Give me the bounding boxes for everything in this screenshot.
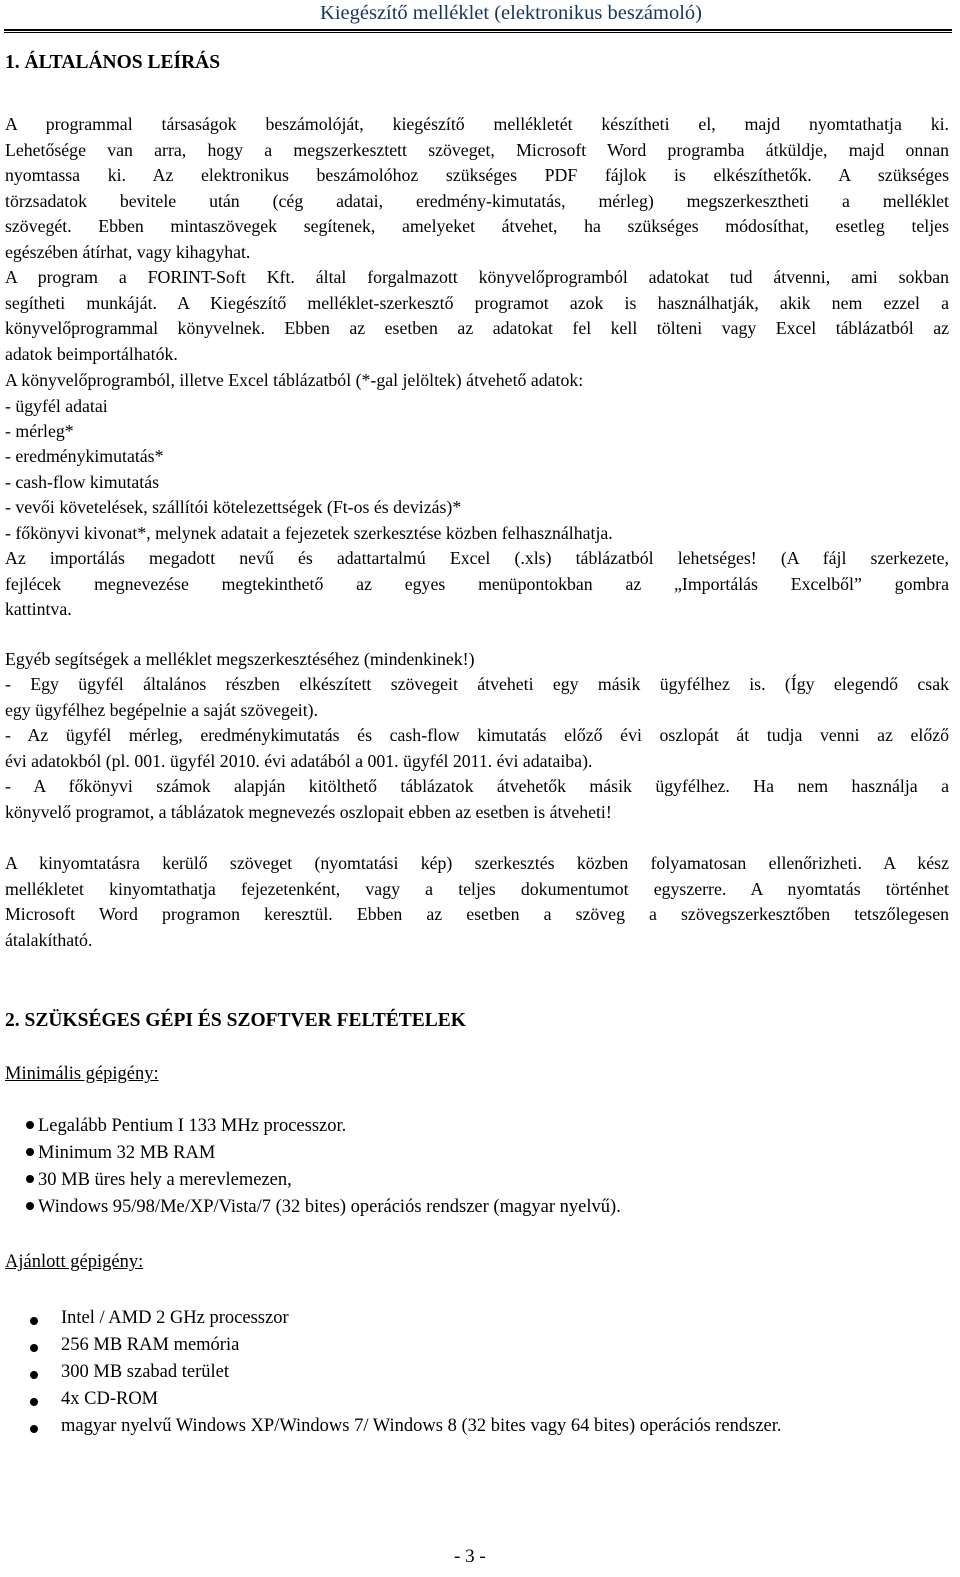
paragraph-line: Lehetősége van arra, hogy a megszerkesztett szöveget, Microsoft Word programba átküldje, majd onnan: [5, 139, 949, 160]
paragraph-line: évi adatokból (pl. 001. ügyfél 2010. évi adatából a 001. ügyfél 2011. évi adataiba).: [5, 750, 593, 771]
paragraph-import: [5, 546, 949, 623]
minimum-requirements-heading: Minimális gépigény:: [5, 1064, 159, 1084]
paragraph-line: egészében átírhat, vagy kihagyhat.: [5, 241, 251, 262]
paragraph-line: adatok beimportálhatók.: [5, 343, 178, 364]
paragraph-line: könyvelő programot, a táblázatok megnevezés oszlopait ebben az esetben is átveheti!: [5, 801, 612, 822]
paragraph-line: - A főkönyvi számok alapján kitölthető táblázatok átvehetők másik ügyfélhez. Ha nem használja a: [5, 776, 949, 796]
paragraph-line: segítheti munkáját. A Kiegészítő melléklet-szerkesztő programot azok is használhatják, akik nem ezzel a: [5, 292, 949, 313]
paragraph-line: kattintva.: [5, 599, 72, 620]
paragraph-line: Microsoft Word programon keresztül. Ebben az esetben a szöveg a szövegszerkesztőben tetszőlegesen: [5, 904, 949, 925]
bullet-icon: [26, 1175, 34, 1183]
list-item: - eredménykimutatás*: [5, 446, 164, 466]
list-item: - ügyfél adatai: [5, 396, 108, 416]
list-item: - mérleg*: [5, 421, 74, 441]
paragraph-help-1: [5, 672, 949, 723]
paragraph-printing: [5, 851, 949, 953]
paragraph-help-3: [5, 774, 949, 825]
paragraph-line: fejlécek megnevezése megtekinthető az egyes menüpontokban az „Importálás Excelből” gombra: [5, 573, 949, 594]
paragraph-line: - Egy ügyfél általános részben elkészített szövegeit átveheti egy másik ügyfélhez is. (Így elegendő csak: [5, 674, 949, 694]
bullet-icon: [26, 1148, 34, 1156]
running-header-title: Kiegészítő melléklet (elektronikus beszámoló): [320, 2, 702, 24]
paragraph-line: Az importálás megadott nevű és adattartalmú Excel (.xls) táblázatból lehetséges! (A fájl szerkezete,: [5, 548, 949, 568]
list-intro: A könyvelőprogramból, illetve Excel táblázatból (*-gal jelöltek) átvehető adatok:: [5, 370, 584, 390]
bullet-icon: [30, 1371, 38, 1379]
header-rule: [4, 29, 952, 33]
bullet-icon: [30, 1317, 38, 1325]
min-requirement-item: 30 MB üres hely a merevlemezen,: [26, 1170, 292, 1191]
paragraph-line: átalakítható.: [5, 929, 93, 950]
bullet-icon: [30, 1398, 38, 1406]
other-help-heading: Egyéb segítségek a melléklet megszerkesztéséhez (mindenkinek!): [5, 649, 475, 669]
page-number: - 3 -: [454, 1546, 486, 1567]
paragraph-line: egy ügyfélhez begépelnie a saját szövegeit).: [5, 699, 319, 720]
paragraph-line: könyvelőprogrammal könyvelnek. Ebben az esetben az adatokat fel kell tölteni vagy Excel táblázatból az: [5, 318, 949, 339]
bullet-icon: [26, 1202, 34, 1210]
list-item: - főkönyvi kivonat*, melynek adatait a fejezetek szerkesztése közben felhasználhatja.: [5, 523, 613, 543]
paragraph-line: nyomtassa ki. Az elektronikus beszámolóhoz szükséges PDF fájlok is elkészíthetők. A szükséges: [5, 165, 949, 186]
paragraph-line: A programmal társaságok beszámolóját, kiegészítő mellékletét készítheti el, majd nyomtathatja ki.: [5, 114, 949, 134]
paragraph-intro: [5, 112, 949, 266]
paragraph-forint-soft: [5, 265, 949, 367]
paragraph-line: A program a FORINT-Soft Kft. által forgalmazott könyvelőprogramból adatokat tud átvenni, ami sokban: [5, 267, 949, 287]
list-item: - cash-flow kimutatás: [5, 472, 160, 492]
section2-heading: 2. SZÜKSÉGES GÉPI ÉS SZOFTVER FELTÉTELEK: [5, 1010, 466, 1031]
min-requirement-item: Minimum 32 MB RAM: [26, 1143, 215, 1164]
paragraph-line: törzsadatok bevitele után (cég adatai, eredmény-kimutatás, mérleg) megszerkesztheti a melléklet: [5, 190, 949, 211]
min-requirement-item: Legalább Pentium I 133 MHz processzor.: [26, 1116, 346, 1137]
min-requirement-item: Windows 95/98/Me/XP/Vista/7 (32 bites) operációs rendszer (magyar nyelvű).: [26, 1197, 621, 1218]
bullet-icon: [30, 1344, 38, 1352]
bullet-icon: [26, 1121, 34, 1129]
paragraph-line: szövegét. Ebben mintaszövegek segítenek, amelyeket átvehet, ha szükséges módosíthat, esetleg teljes: [5, 216, 949, 237]
list-item: - vevői követelések, szállítói kötelezettségek (Ft-os és devizás)*: [5, 497, 462, 517]
paragraph-line: mellékletet kinyomtathatja fejezetenként, vagy a teljes dokumentumot egyszerre. A nyomtatás történhet: [5, 878, 949, 899]
paragraph-line: A kinyomtatásra kerülő szöveget (nyomtatási kép) szerkesztés közben folyamatosan ellenőrizheti. A kész: [5, 853, 949, 873]
section1-heading: 1. ÁLTALÁNOS LEÍRÁS: [5, 52, 221, 73]
paragraph-line: - Az ügyfél mérleg, eredménykimutatás és cash-flow kimutatás előző évi oszlopát át tudja venni az előző: [5, 725, 949, 745]
paragraph-help-2: [5, 723, 949, 774]
bullet-icon: [30, 1425, 38, 1433]
recommended-requirements-heading: Ajánlott gépigény:: [5, 1252, 144, 1272]
